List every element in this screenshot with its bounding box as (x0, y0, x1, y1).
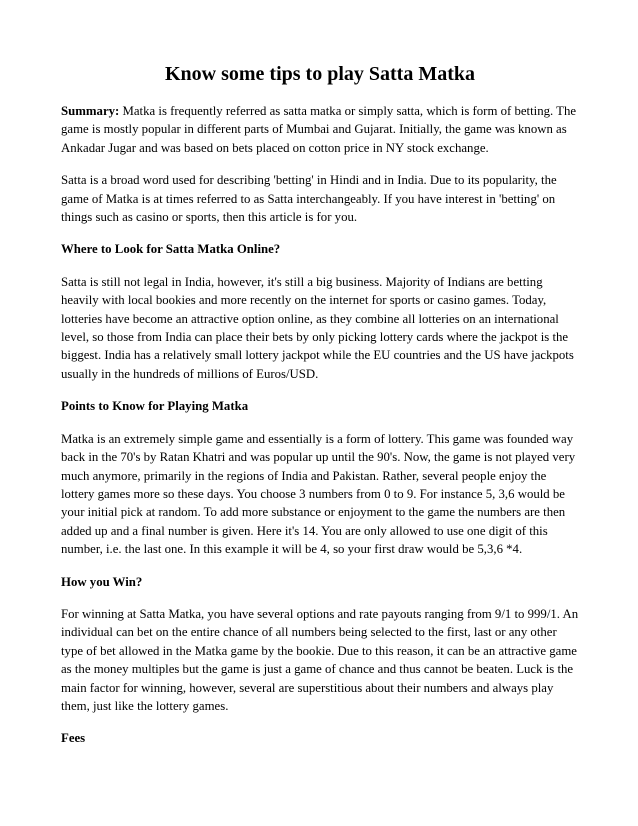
section-paragraph-where-to-look: Satta is still not legal in India, however, it's still a big business. Majority of Indians are betting heavily with local bookies and more recently on the internet for sports or casino games. Today, lotteries have become an attractive option online, as they combine all lotteries on an international level, so those from India can place their bets by only picking lottery cards where the jackpot is the biggest. India has a relatively small lottery jackpot while the EU countries and the US have jackpots usually in the hundreds of millions of Euros/USD. (61, 274, 574, 381)
section-heading-fees: Fees (61, 731, 86, 746)
section-heading-how-you-win: How you Win? (61, 574, 143, 589)
document-page (61, 62, 579, 762)
intro-paragraph: Satta is a broad word used for describing 'betting' in Hindi and in India. Due to its popularity, the game of Matka is at times referred to as Satta interchangeably. If you have interest in 'betting' on things such as casino or sports, then this article is for you. (61, 173, 557, 225)
section-paragraph-how-you-win: For winning at Satta Matka, you have several options and rate payouts ranging from 9/1 to 999/1. An individual can bet on the entire chance of all numbers being selected to the first, last or any other type of bet allowed in the Matka game by the bookie. Due to this reason, it can be an attractive game as the money multiples but the game is just a game of chance and thus cannot be beaten. Luck is the main factor for winning, however, several are superstitious about their numbers and always play them, just like the lottery games. (61, 606, 579, 713)
section-heading-points-to-know: Points to Know for Playing Matka (61, 399, 249, 414)
section-paragraph-points-to-know: Matka is an extremely simple game and essentially is a form of lottery. This game was founded way back in the 70's by Ratan Khatri and was popular up until the 90's. Now, the game is not played very much anymore, primarily in the regions of India and Pakistan. Rather, several people enjoy the lottery games more so these days. You choose 3 numbers from 0 to 9. For instance 5, 3,6 would be your initial pick at random. To add more substance or enjoyment to the game the numbers are then added up and a final number is given. Here it's 14. You are only allowed to use one digit of this number, i.e. the last one. In this example it will be 4, so your first draw would be 5,3,6 *4. (61, 431, 576, 557)
summary-paragraph (61, 102, 579, 157)
summary-text: Matka is frequently referred as satta matka or simply satta, which is form of betting. The game is mostly popular in different parts of Mumbai and Gujarat. Initially, the game was known as Ankadar Jugar and was based on bets placed on cotton price in NY stock exchange. (61, 104, 577, 155)
section-heading-where-to-look: Where to Look for Satta Matka Online? (61, 242, 281, 257)
document-title: Know some tips to play Satta Matka (164, 63, 475, 85)
summary-label: Summary: (61, 104, 120, 118)
